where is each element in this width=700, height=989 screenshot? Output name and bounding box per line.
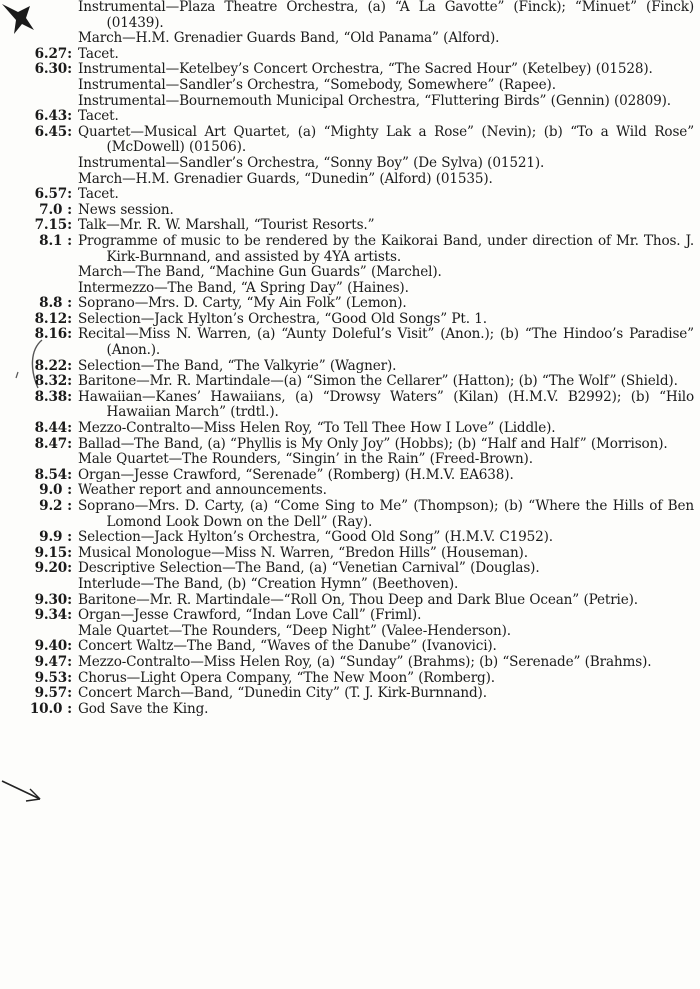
entry-text: March—H.M. Grenadier Guards, “Dunedin” (Alford) (01535). (78, 170, 493, 187)
entry-time: 9.40: (34, 638, 72, 655)
entry-time: 8.8 : (39, 295, 72, 312)
entry-text: Recital—Miss N. Warren, (a) “Aunty Doleful’s Visit” (Anon.); (b) “The Hindoo’s Paradise” (Anon.). (78, 326, 694, 359)
entry-text: Instrumental—Sandler’s Orchestra, “Sonny Boy” (De Sylva) (01521). (78, 154, 545, 171)
entry-time: 9.34: (34, 607, 72, 624)
entry-text: Mezzo-Contralto—Miss Helen Roy, “To Tell Thee How I Love” (Liddle). (78, 420, 556, 437)
programme-entry (6, 483, 694, 499)
entry-text: Selection—Jack Hylton’s Orchestra, “Good Old Song” (H.M.V. C1952). (78, 529, 553, 546)
programme-entry (6, 156, 694, 172)
programme-entry (6, 468, 694, 484)
programme-entry (6, 452, 694, 468)
entry-text: Hawaiian—Kanes’ Hawaiians, (a) “Drowsy Waters” (Kilan) (H.M.V. B2992); (b) “Hilo Hawaiian March” (trdtl.). (78, 388, 694, 421)
programme-entry (6, 94, 694, 110)
entry-text: Male Quartet—The Rounders, “Deep Night” (Valee-Henderson). (78, 622, 511, 639)
programme-entry (6, 62, 694, 78)
programme-entry (6, 109, 694, 125)
programme-entry (6, 624, 694, 640)
entry-text: March—H.M. Grenadier Guards Band, “Old Panama” (Alford). (78, 30, 500, 47)
programme-entry (6, 437, 694, 453)
entry-time: 8.44: (34, 420, 72, 437)
programme-entry (6, 374, 694, 390)
programme-entry (6, 281, 694, 297)
entry-time: 9.9 : (39, 529, 72, 546)
entry-text: Selection—Jack Hylton’s Orchestra, “Good Old Songs” Pt. 1. (78, 310, 487, 327)
entry-text: Concert March—Band, “Dunedin City” (T. J. Kirk-Burnnand). (78, 685, 487, 702)
entry-time: 9.20: (34, 560, 72, 577)
entry-text: Tacet. (78, 45, 119, 62)
entry-text: Organ—Jesse Crawford, “Serenade” (Romberg) (H.M.V. EA638). (78, 466, 514, 483)
programme-entry (6, 78, 694, 94)
entry-time: 9.15: (34, 544, 72, 561)
entry-text: Musical Monologue—Miss N. Warren, “Bredon Hills” (Houseman). (78, 544, 528, 561)
entry-text: Weather report and announcements. (78, 482, 327, 499)
entry-text: Instrumental—Sandler’s Orchestra, “Somebody, Somewhere” (Rapee). (78, 76, 556, 93)
entry-text: Quartet—Musical Art Quartet, (a) “Mighty Lak a Rose” (Nevin); (b) “To a Wild Rose” (McDowell) (01506). (78, 123, 694, 156)
entry-text: Programme of music to be rendered by the Kaikorai Band, under direction of Mr. Thos. J. Kirk-Burnnand, and assisted by 4YA artists. (78, 232, 694, 265)
entry-text: Organ—Jesse Crawford, “Indan Love Call” (Friml). (78, 607, 422, 624)
entry-text: God Save the King. (78, 700, 209, 717)
programme-entry (6, 639, 694, 655)
programme-entry (6, 359, 694, 375)
entry-text: Baritone—Mr. R. Martindale—(a) “Simon the Cellarer” (Hatton); (b) “The Wolf” (Shield). (78, 373, 678, 390)
entry-text: Instrumental—Plaza Theatre Orchestra, (a) “A La Gavotte” (Finck); “Minuet” (Finck) (01439). (78, 0, 694, 31)
programme-entry (6, 671, 694, 687)
entry-text: Instrumental—Bournemouth Municipal Orchestra, “Fluttering Birds” (Gennin) (02809). (78, 92, 671, 109)
entry-time: 9.57: (34, 685, 72, 702)
programme-entry (6, 686, 694, 702)
programme-entry (6, 125, 694, 156)
programme-entry (6, 593, 694, 609)
entry-time: 8.54: (34, 466, 72, 483)
entry-time: 6.27: (34, 45, 72, 62)
programme-entry (6, 218, 694, 234)
entry-text: Instrumental—Ketelbey’s Concert Orchestra, “The Sacred Hour” (Ketelbey) (01528). (78, 61, 653, 78)
programme-entry (6, 561, 694, 577)
programme-entry (6, 31, 694, 47)
programme-entry (6, 499, 694, 530)
entry-text: Tacet. (78, 108, 119, 125)
entry-text: Intermezzo—The Band, “A Spring Day” (Haines). (78, 279, 409, 296)
entry-text: Interlude—The Band, (b) “Creation Hymn” (Beethoven). (78, 575, 459, 592)
entry-text: Soprano—Mrs. D. Carty, (a) “Come Sing to Me” (Thompson); (b) “Where the Hills of Ben Lomond Look Down on the Dell” (Ray). (78, 498, 694, 530)
entry-time: 8.16: (34, 326, 72, 343)
programme-entry (6, 390, 694, 421)
programme-entry (6, 577, 694, 593)
entry-time: 7.15: (34, 217, 72, 234)
entry-time: 8.32: (34, 373, 72, 390)
programme-entry (6, 234, 694, 265)
entry-time: 9.0 : (39, 482, 72, 499)
entry-time: 8.38: (34, 388, 72, 405)
entry-time: 9.47: (34, 653, 72, 670)
entry-text: March—The Band, “Machine Gun Guards” (Marchel). (78, 264, 442, 281)
programme-entry (6, 203, 694, 219)
entry-time: 6.57: (34, 186, 72, 203)
programme-entry (6, 655, 694, 671)
programme-entry (6, 187, 694, 203)
entry-text: Concert Waltz—The Band, “Waves of the Danube” (Ivanovici). (78, 638, 497, 655)
entry-time: 9.30: (34, 591, 72, 608)
programme-entry (6, 312, 694, 328)
entry-text: Male Quartet—The Rounders, “Singin’ in the Rain” (Freed-Brown). (78, 451, 533, 468)
programme-entry (6, 0, 694, 31)
programme-entry (6, 172, 694, 188)
entry-text: Chorus—Light Opera Company, “The New Moon” (Romberg). (78, 669, 495, 686)
programme-entry (6, 702, 694, 718)
programme-listing (6, 0, 694, 717)
programme-entry (6, 421, 694, 437)
entry-time: 8.22: (34, 357, 72, 374)
entry-text: News session. (78, 201, 174, 218)
entry-time: 6.30: (34, 61, 72, 78)
programme-entry (6, 546, 694, 562)
arrow-pencil-mark (0, 775, 60, 815)
entry-time: 6.45: (34, 123, 72, 140)
programme-entry (6, 530, 694, 546)
entry-time: 9.2 : (39, 498, 72, 514)
entry-text: Mezzo-Contralto—Miss Helen Roy, (a) “Sunday” (Brahms); (b) “Serenade” (Brahms). (78, 653, 652, 670)
entry-text: Selection—The Band, “The Valkyrie” (Wagner). (78, 357, 397, 374)
entry-text: Ballad—The Band, (a) “Phyllis is My Only Joy” (Hobbs); (b) “Half and Half” (Morrison). (78, 435, 668, 452)
entry-time: 9.53: (34, 669, 72, 686)
programme-entry (6, 327, 694, 358)
entry-time: 8.47: (34, 435, 72, 452)
programme-entry (6, 265, 694, 281)
entry-text: Talk—Mr. R. W. Marshall, “Tourist Resorts.” (78, 217, 375, 234)
entry-time: 7.0 : (39, 201, 72, 218)
entry-text: Descriptive Selection—The Band, (a) “Venetian Carnival” (Douglas). (78, 560, 540, 577)
entry-time: 6.43: (34, 108, 72, 125)
programme-entry (6, 47, 694, 63)
entry-text: Baritone—Mr. R. Martindale—“Roll On, Thou Deep and Dark Blue Ocean” (Petrie). (78, 591, 638, 608)
entry-text: Tacet. (78, 186, 119, 203)
programme-entry (6, 608, 694, 624)
entry-text: Soprano—Mrs. D. Carty, “My Ain Folk” (Lemon). (78, 295, 407, 312)
programme-entry (6, 296, 694, 312)
entry-time: 10.0 : (29, 700, 72, 717)
entry-time: 8.12: (34, 310, 72, 327)
entry-time: 8.1 : (39, 232, 72, 249)
